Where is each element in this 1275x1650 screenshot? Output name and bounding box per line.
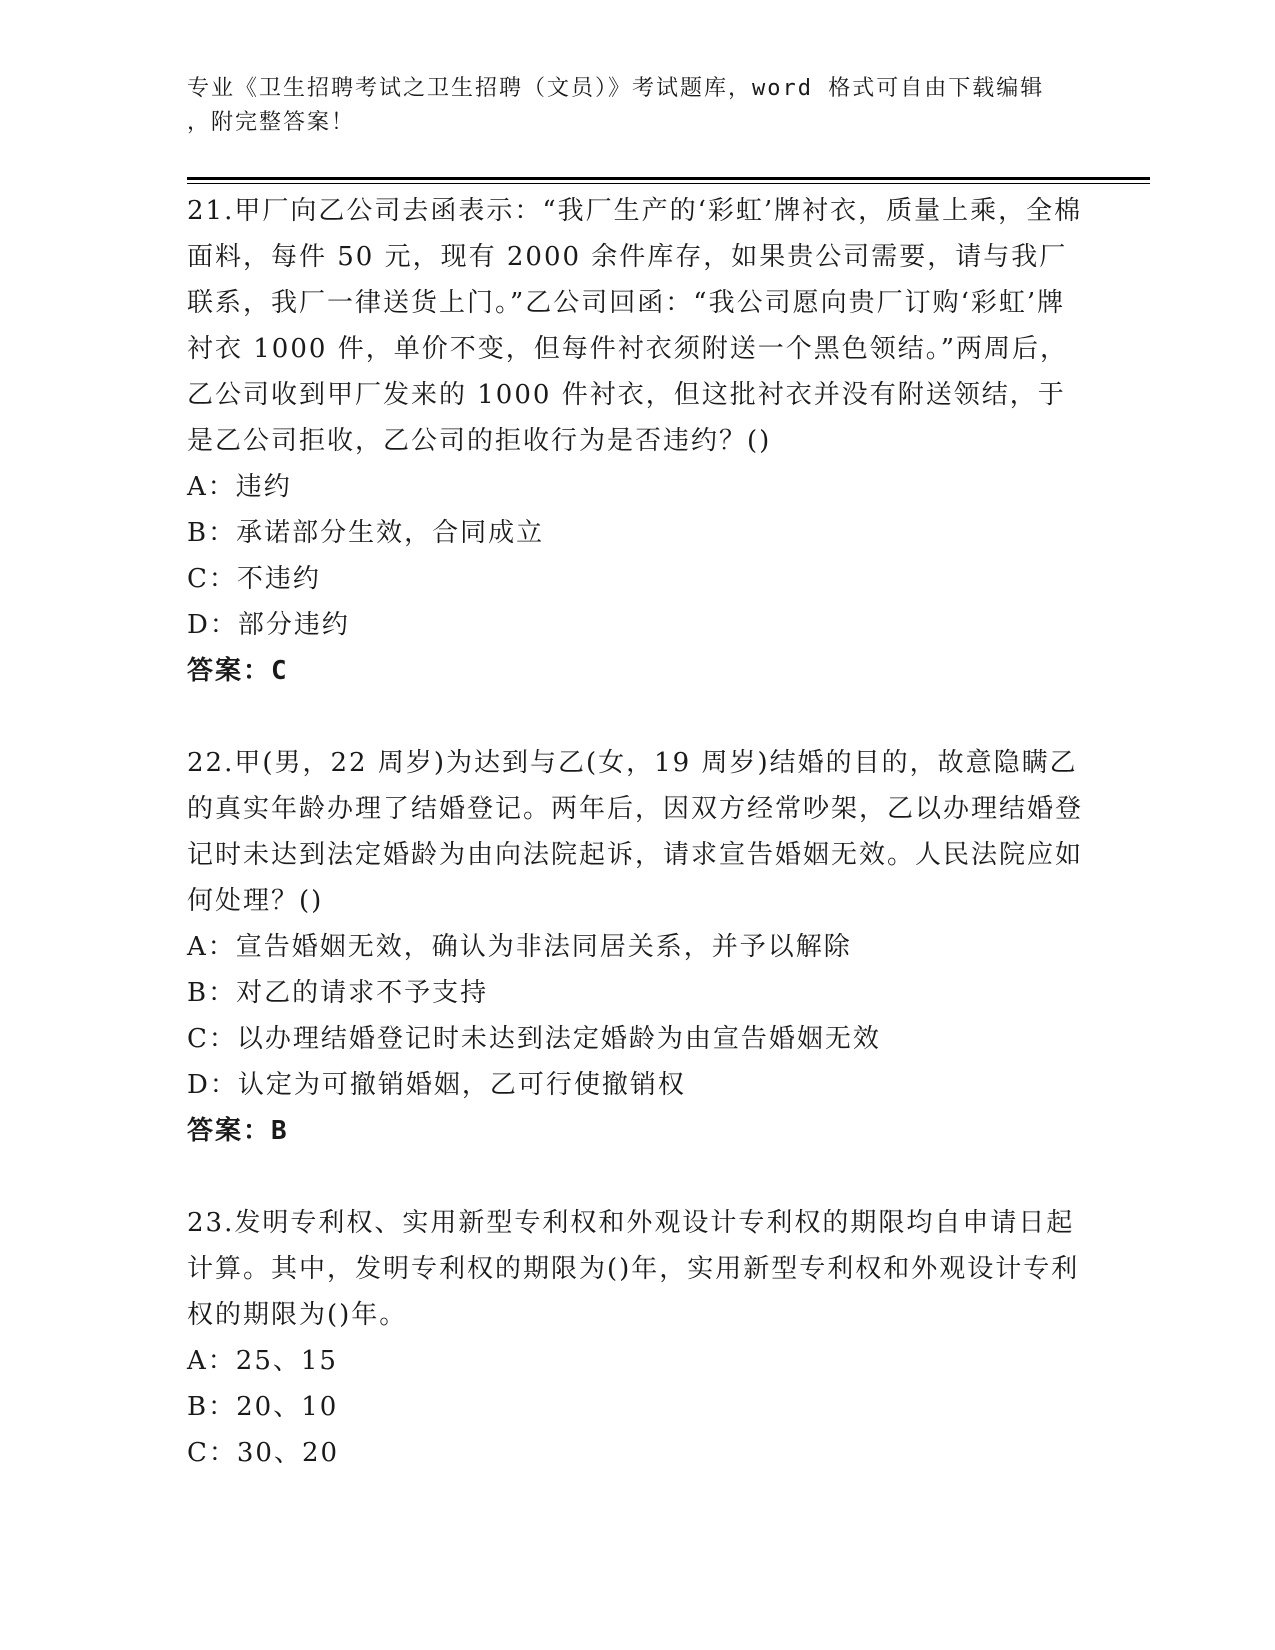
option-a: A：25、15: [187, 1346, 338, 1376]
header-rule-thin: [187, 183, 1150, 184]
option-b: B：20、10: [187, 1392, 339, 1422]
question-spacer: [187, 694, 1087, 740]
question-text: 22.甲(男，22 周岁)为达到与乙(女，19 周岁)结婚的目的，故意隐瞒乙的真实年龄办理了结婚登记。两年后，因双方经常吵架，乙以办理结婚登记时未达到法定婚龄为由向法院起诉，请求宣告婚姻无效。人民法院应如何处理？(): [187, 748, 1084, 916]
option-c: C：30、20: [187, 1438, 340, 1468]
question-22: [187, 740, 1087, 1154]
option-a: A：违约: [187, 472, 292, 502]
header-line-2: ，附完整答案！: [187, 110, 356, 135]
option-d: D：认定为可撤销婚姻，乙可行使撤销权: [187, 1070, 686, 1100]
question-spacer: [187, 1154, 1087, 1200]
question-text: 21.甲厂向乙公司去函表示：“我厂生产的‘彩虹’牌衬衣，质量上乘，全棉面料，每件 50 元，现有 2000 余件库存，如果贵公司需要，请与我厂联系，我厂一律送货上门。”乙公司回函：“我公司愿向贵厂订购‘彩虹’牌衬衣 1000 件，单价不变，但每件衬衣须附送一个黑色领结。”两周后，乙公司收到甲厂发来的 1000 件衬衣，但这批衬衣并没有附送领结，于是乙公司拒收，乙公司的拒收行为是否违约？(): [187, 196, 1083, 456]
document-header: [187, 72, 1067, 140]
option-b: B：对乙的请求不予支持: [187, 978, 489, 1008]
option-d: D：部分违约: [187, 610, 350, 640]
question-text: 23.发明专利权、实用新型专利权和外观设计专利权的期限均自申请日起计算。其中，发明专利权的期限为()年，实用新型专利权和外观设计专利权的期限为()年。: [187, 1208, 1080, 1330]
answer-line: 答案：B: [187, 1116, 289, 1146]
question-21: [187, 188, 1087, 694]
option-a: A：宣告婚姻无效，确认为非法同居关系，并予以解除: [187, 932, 852, 962]
answer-line: 答案：C: [187, 656, 289, 686]
header-rule-thick: [187, 177, 1150, 180]
header-line-1: 专业《卫生招聘考试之卫生招聘（文员）》考试题库，word 格式可自由下载编辑: [187, 76, 1045, 101]
question-list: [187, 188, 1087, 1476]
option-c: C：以办理结婚登记时未达到法定婚龄为由宣告婚姻无效: [187, 1024, 881, 1054]
option-c: C：不违约: [187, 564, 321, 594]
question-23: [187, 1200, 1087, 1476]
option-b: B：承诺部分生效，合同成立: [187, 518, 545, 548]
